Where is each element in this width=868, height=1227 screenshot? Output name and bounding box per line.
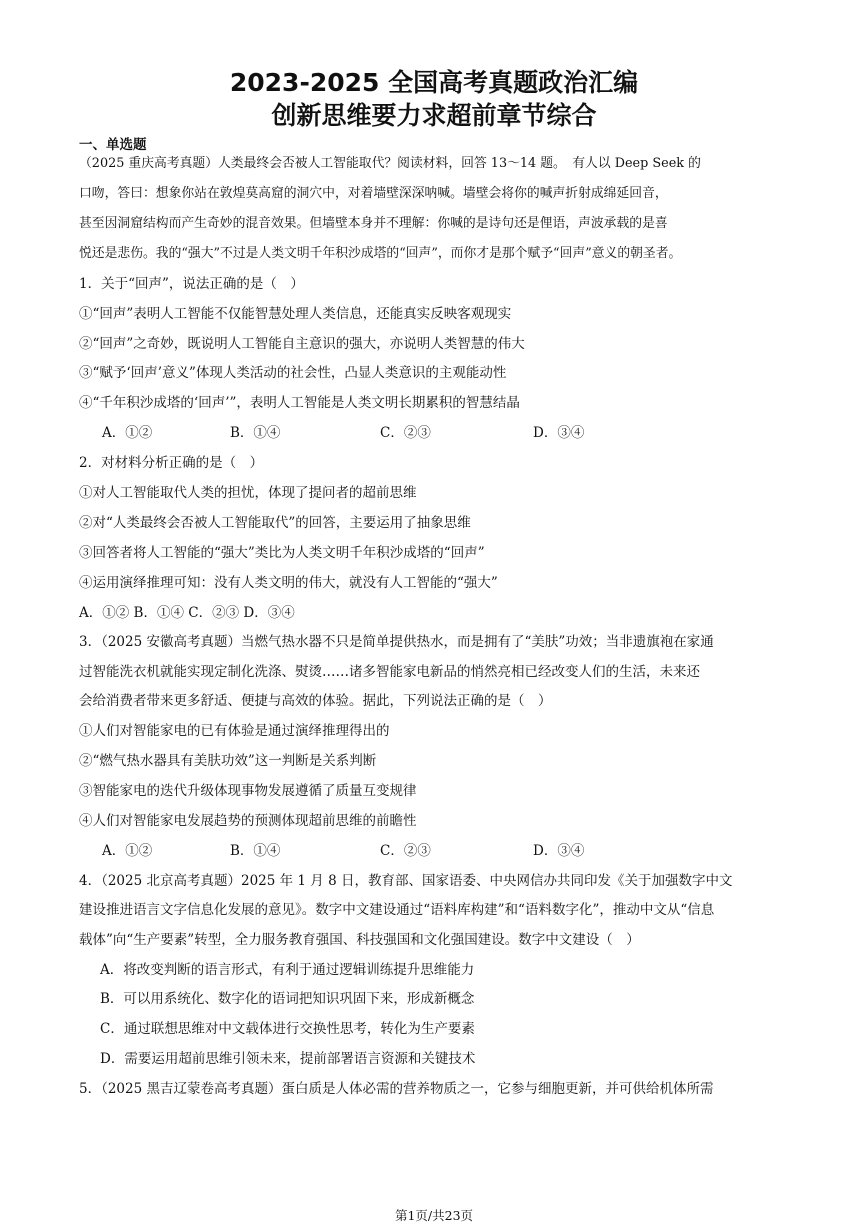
q1-statement-2: ②“回声”之奇妙，既说明人工智能自主意识的强大，亦说明人类智慧的伟大 bbox=[79, 336, 525, 352]
q2-stem: 2．对材料分析正确的是（ ） bbox=[79, 455, 264, 471]
q2-statement-3: ③回答者将人工智能的“强大”类比为人类文明千年积沙成塔的“回声” bbox=[79, 545, 485, 561]
q1-option-b: B．①④ bbox=[230, 425, 281, 441]
q3-stem-line-2: 过智能洗衣机就能实现定制化洗涤、熨烫……诸多智能家电新品的悄然亮相已经改变人们的生活，未来还 bbox=[79, 664, 700, 680]
q4-stem-line-2: 建设推进语言文字信息化发展的意见》。数字中文建设通过“语料库构建”和“语料数字化”，推动中文从“信息 bbox=[79, 902, 715, 918]
q1-statement-1: ①“回声”表明人工智能不仅能智慧处理人类信息，还能真实反映客观现实 bbox=[79, 306, 512, 322]
q4-option-c: C．通过联想思维对中文载体进行交换性思考，转化为生产要素 bbox=[100, 1021, 475, 1037]
material-line-3: 甚至因洞窟结构而产生奇妙的混音效果。但墙壁本身并不理解：你喊的是诗句还是俚语，声波承载的是喜 bbox=[79, 216, 668, 231]
q3-option-c: C．②③ bbox=[380, 843, 431, 859]
q4-option-a: A．将改变判断的语言形式，有利于通过逻辑训练提升思维能力 bbox=[100, 962, 475, 978]
q3-statement-1: ①人们对智能家电的已有体验是通过演绎推理得出的 bbox=[79, 723, 390, 739]
q2-options: A．①② B．①④ C．②③ D．③④ bbox=[79, 605, 295, 621]
q1-option-d: D．③④ bbox=[533, 425, 585, 441]
q2-statement-1: ①对人工智能取代人类的担忧，体现了提问者的超前思维 bbox=[79, 485, 417, 501]
q2-statement-4: ④运用演绎推理可知：没有人类文明的伟大，就没有人工智能的“强大” bbox=[79, 575, 498, 591]
page-number: 第1页/共23页 bbox=[394, 1208, 474, 1223]
q4-stem-line-3: 载体”向“生产要素”转型，全力服务教育强国、科技强国和文化强国建设。数字中文建设（ ） bbox=[79, 932, 640, 948]
q4-stem-line-1: 4．（2025 北京高考真题）2025 年 1 月 8 日，教育部、国家语委、中央网信办共同印发《关于加强数字中文 bbox=[79, 873, 733, 889]
q1-stem: 1．关于“回声”，说法正确的是（ ） bbox=[79, 276, 304, 292]
q3-stem-line-3: 会给消费者带来更多舒适、便捷与高效的体验。据此，下列说法正确的是（ ） bbox=[79, 693, 552, 709]
q4-option-d: D．需要运用超前思维引领未来，提前部署语言资源和关键技术 bbox=[100, 1051, 476, 1067]
material-line-2: 口吻，答曰：想象你站在敦煌莫高窟的洞穴中，对着墙壁深深呐喊。墙壁会将你的喊声折射成绵延回音， bbox=[79, 186, 668, 201]
q1-option-c: C．②③ bbox=[380, 425, 431, 441]
q3-option-a: A．①② bbox=[102, 843, 153, 859]
q3-option-d: D．③④ bbox=[533, 843, 585, 859]
q3-stem-line-1: 3．（2025 安徽高考真题）当燃气热水器不只是简单提供热水，而是拥有了“美肤”功效；当非遗旗袍在家通 bbox=[79, 634, 714, 650]
q4-option-b: B．可以用系统化、数字化的语词把知识巩固下来，形成新概念 bbox=[100, 991, 475, 1007]
q3-statement-3: ③智能家电的迭代升级体现事物发展遵循了质量互变规律 bbox=[79, 783, 417, 799]
material-line-1: （2025 重庆高考真题）人类最终会否被人工智能取代？阅读材料，回答 13～14 题。 有人以 Deep Seek 的 bbox=[79, 156, 701, 171]
material-line-4: 悦还是悲伤。我的“强大”不过是人类文明千年积沙成塔的“回声”，而你才是那个赋予“回声”意义的朝圣者。 bbox=[79, 246, 682, 261]
q3-statement-2: ②“燃气热水器具有美肤功效”这一判断是关系判断 bbox=[79, 753, 377, 769]
q2-statement-2: ②对“人类最终会否被人工智能取代”的回答，主要运用了抽象思维 bbox=[79, 515, 471, 531]
section-heading: 一、单选题 bbox=[79, 137, 147, 153]
doc-title-line2: 创新思维要力求超前章节综合 bbox=[271, 101, 597, 130]
q1-option-a: A．①② bbox=[102, 425, 153, 441]
doc-title-line1: 2023-2025 全国高考真题政治汇编 bbox=[229, 68, 639, 97]
q1-statement-3: ③“赋予‘回声’意义”体现人类活动的社会性，凸显人类意识的主观能动性 bbox=[79, 365, 507, 381]
q3-statement-4: ④人们对智能家电发展趋势的预测体现超前思维的前瞻性 bbox=[79, 813, 417, 829]
q3-option-b: B．①④ bbox=[230, 843, 281, 859]
q1-statement-4: ④“千年积沙成塔的‘回声’”，表明人工智能是人类文明长期累积的智慧结晶 bbox=[79, 395, 520, 411]
q5-stem-line-1: 5．（2025 黑吉辽蒙卷高考真题）蛋白质是人体必需的营养物质之一，它参与细胞更新，并可供给机体所需 bbox=[79, 1081, 714, 1097]
